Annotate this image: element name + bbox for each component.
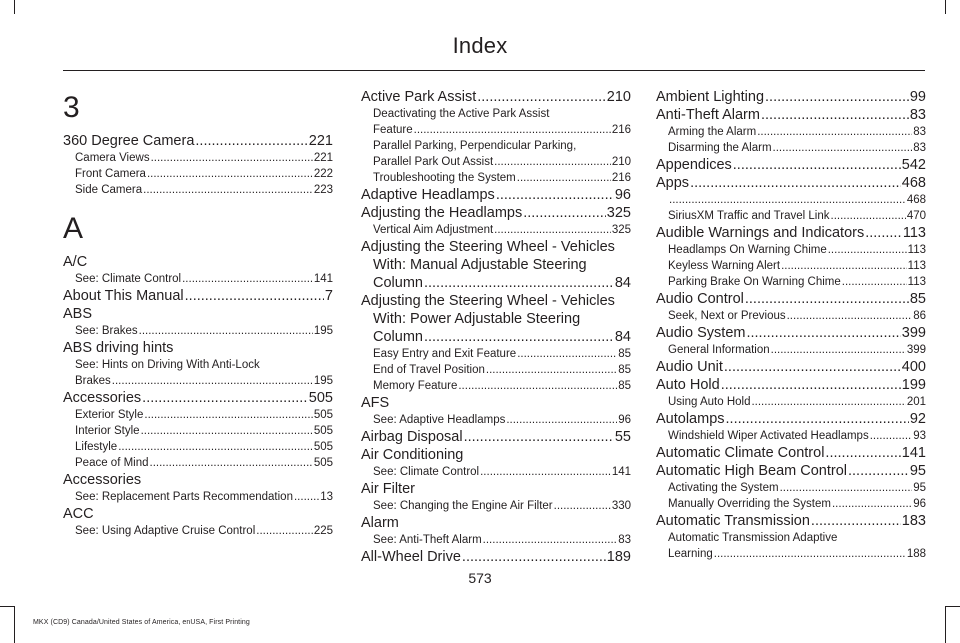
index-entry — [656, 324, 926, 342]
page-ref: 113 — [902, 225, 926, 241]
index-subentry — [361, 170, 631, 186]
index-subentry — [656, 480, 926, 496]
page-ref: 141 — [313, 273, 333, 285]
entry-text: Feature — [373, 124, 413, 136]
index-column-3 — [656, 88, 926, 562]
dot-leader — [141, 423, 313, 439]
page-ref: 210 — [611, 156, 631, 168]
entry-text: Vertical Aim Adjustment — [373, 224, 494, 236]
page-ref: 199 — [901, 377, 926, 393]
entry-text: Camera Views — [75, 152, 150, 164]
page-ref: 141 — [611, 466, 631, 478]
index-subentry — [63, 423, 333, 439]
crop-mark-br-v — [945, 606, 946, 643]
index-subentry — [361, 122, 631, 138]
page-ref: 189 — [606, 549, 631, 565]
page-ref: 99 — [909, 89, 926, 105]
dot-leader — [751, 394, 905, 410]
dot-leader — [757, 124, 912, 140]
dot-leader — [112, 373, 313, 389]
entry-text: Parking Brake On Warning Chime — [668, 276, 841, 288]
index-subentry — [63, 439, 333, 455]
index-heading: ABS driving hints — [63, 340, 174, 356]
dot-leader — [294, 489, 319, 505]
index-subentry — [656, 140, 926, 156]
page-ref: 83 — [913, 126, 926, 138]
dot-leader — [811, 512, 901, 530]
footer-text: MKX (CD9) Canada/United States of America, enUSA, First Printing — [33, 619, 250, 626]
entry-text: Memory Feature — [373, 380, 458, 392]
entry-text: Lifestyle — [75, 441, 118, 453]
page-ref: 223 — [313, 184, 333, 196]
section-gap — [63, 198, 333, 209]
entry-text: All-Wheel Drive — [361, 549, 461, 565]
index-entry — [361, 204, 631, 222]
page-ref: 86 — [913, 310, 926, 322]
dot-leader — [848, 462, 909, 480]
section-letter: A — [63, 212, 84, 245]
dot-leader — [494, 154, 611, 170]
page-ref: 83 — [909, 107, 926, 123]
dot-leader — [787, 308, 913, 324]
index-subentry-line: See: Hints on Driving With Anti-Lock — [75, 359, 260, 371]
dot-leader — [480, 464, 611, 480]
dot-leader — [151, 150, 313, 166]
entry-text: Anti-Theft Alarm — [656, 107, 760, 123]
page-ref: 468 — [906, 194, 926, 206]
index-subentry — [63, 373, 333, 389]
dot-leader — [523, 204, 606, 222]
entry-text: Audio Control — [656, 291, 744, 307]
index-subentry — [656, 546, 926, 562]
crop-mark-tr-v — [945, 0, 946, 14]
index-subentry — [361, 412, 631, 428]
dot-leader — [745, 290, 909, 308]
dot-leader — [828, 242, 907, 258]
dot-leader — [118, 439, 313, 455]
dot-leader — [517, 170, 611, 186]
page-ref: 201 — [906, 396, 926, 408]
dot-leader — [690, 174, 901, 192]
entry-text: Seek, Next or Previous — [668, 310, 786, 322]
index-entry — [656, 358, 926, 376]
entry-text: See: Adaptive Headlamps — [373, 414, 506, 426]
dot-leader — [765, 88, 909, 106]
dot-leader — [733, 156, 901, 174]
entry-text: About This Manual — [63, 288, 184, 304]
page-ref: 221 — [313, 152, 333, 164]
dot-leader — [139, 323, 313, 339]
index-subentry-line: Parallel Parking, Perpendicular Parking, — [373, 140, 577, 152]
entry-text: Column — [373, 275, 423, 291]
index-heading: Adjusting the Steering Wheel - Vehicles — [361, 293, 615, 309]
page-ref: 85 — [909, 291, 926, 307]
page-ref: 93 — [913, 430, 926, 442]
page-title: Index — [452, 33, 508, 58]
dot-leader — [865, 224, 902, 242]
entry-text: Parallel Park Out Assist — [373, 156, 494, 168]
index-subentry-line: Automatic Transmission Adaptive — [668, 532, 838, 544]
index-subentry — [656, 342, 926, 358]
entry-text: Using Auto Hold — [668, 396, 751, 408]
section-letter: 3 — [63, 91, 80, 124]
page-ref: 83 — [913, 142, 926, 154]
page-number: 573 — [468, 570, 492, 586]
dot-leader — [714, 546, 906, 562]
index-subentry — [656, 394, 926, 410]
index-heading: With: Manual Adjustable Steering — [373, 257, 587, 273]
page-ref: 85 — [618, 348, 631, 360]
index-subentry — [63, 182, 333, 198]
index-subentry — [656, 428, 926, 444]
entry-text: Headlamps On Warning Chime — [668, 244, 827, 256]
entry-text: Disarming the Alarm — [668, 142, 772, 154]
page-ref: 84 — [614, 275, 631, 291]
crop-mark-br-h — [946, 606, 960, 607]
entry-text: Arming the Alarm — [668, 126, 757, 138]
index-column-1 — [63, 88, 333, 539]
dot-leader — [746, 324, 900, 342]
entry-text: SiriusXM Traffic and Travel Link — [668, 210, 830, 222]
dot-leader — [554, 498, 611, 514]
dot-leader — [669, 192, 906, 208]
entry-text: Adjusting the Headlamps — [361, 205, 523, 221]
dot-leader — [842, 274, 907, 290]
page-ref: 95 — [913, 482, 926, 494]
header-rule — [63, 70, 925, 71]
entry-text: Airbag Disposal — [361, 429, 463, 445]
page-ref: 505 — [313, 409, 333, 421]
page-ref: 325 — [606, 205, 631, 221]
dot-leader — [832, 496, 912, 512]
entry-text: Automatic High Beam Control — [656, 463, 847, 479]
index-entry — [361, 548, 631, 566]
entry-text: Windshield Wiper Activated Headlamps — [668, 430, 869, 442]
entry-text: Front Camera — [75, 168, 146, 180]
index-entry — [656, 88, 926, 106]
page-ref: 210 — [606, 89, 631, 105]
crop-mark-tl-v — [14, 0, 15, 14]
index-subentry — [361, 498, 631, 514]
page-ref: 470 — [906, 210, 926, 222]
dot-leader — [464, 428, 614, 446]
page-ref: 85 — [618, 380, 631, 392]
dot-leader — [724, 358, 901, 376]
dot-leader — [506, 412, 617, 428]
dot-leader — [458, 378, 617, 394]
entry-text: Learning — [668, 548, 713, 560]
dot-leader — [771, 342, 906, 358]
entry-text: Appendices — [656, 157, 732, 173]
dot-leader — [477, 88, 606, 106]
page-ref: 83 — [618, 534, 631, 546]
entry-text: Automatic Climate Control — [656, 445, 825, 461]
dot-leader — [870, 428, 913, 444]
index-subentry — [361, 378, 631, 394]
index-subentry — [361, 362, 631, 378]
index-subentry — [656, 274, 926, 290]
index-subentry — [656, 308, 926, 324]
entry-text: Autolamps — [656, 411, 725, 427]
index-heading: Air Conditioning — [361, 447, 464, 463]
index-subentry — [63, 323, 333, 339]
index-subentry — [63, 407, 333, 423]
index-heading: A/C — [63, 254, 88, 270]
index-subentry — [656, 208, 926, 224]
page-ref: 85 — [618, 364, 631, 376]
entry-text: Auto Hold — [656, 377, 720, 393]
index-heading: With: Power Adjustable Steering — [373, 311, 581, 327]
index-entry — [656, 156, 926, 174]
entry-text: Audio System — [656, 325, 746, 341]
page-ref: 96 — [614, 187, 631, 203]
index-entry — [656, 290, 926, 308]
page-ref: 95 — [909, 463, 926, 479]
entry-text: Audible Warnings and Indicators — [656, 225, 865, 241]
entry-text: Keyless Warning Alert — [668, 260, 781, 272]
dot-leader — [761, 106, 909, 124]
index-entry — [656, 376, 926, 394]
dot-leader — [831, 208, 906, 224]
dot-leader — [424, 274, 614, 292]
index-subentry — [63, 455, 333, 471]
dot-leader — [496, 186, 614, 204]
dot-leader — [825, 444, 900, 462]
dot-leader — [517, 346, 617, 362]
page-ref: 330 — [611, 500, 631, 512]
entry-text: Brakes — [75, 375, 111, 387]
dot-leader — [494, 222, 611, 238]
index-entry — [63, 389, 333, 407]
page-ref: 7 — [324, 288, 333, 304]
page-ref: 55 — [614, 429, 631, 445]
page-ref: 399 — [906, 344, 926, 356]
entry-text: Adaptive Headlamps — [361, 187, 495, 203]
entry-text: See: Using Adaptive Cruise Control — [75, 525, 256, 537]
page-ref: 505 — [313, 441, 333, 453]
page-ref: 400 — [901, 359, 926, 375]
entry-text: General Information — [668, 344, 770, 356]
index-subentry — [656, 124, 926, 140]
dot-leader — [144, 407, 312, 423]
index-entry — [656, 462, 926, 480]
dot-leader — [773, 140, 913, 156]
page-ref: 195 — [313, 325, 333, 337]
dot-leader — [185, 287, 324, 305]
crop-mark-bl-v — [14, 606, 15, 643]
index-subentry — [656, 258, 926, 274]
index-subentry — [361, 346, 631, 362]
index-entry — [656, 512, 926, 530]
page-ref: 505 — [313, 457, 333, 469]
index-entry — [656, 174, 926, 192]
entry-text: End of Travel Position — [373, 364, 485, 376]
entry-text: Apps — [656, 175, 690, 191]
page-ref: 92 — [909, 411, 926, 427]
index-heading: Air Filter — [361, 481, 415, 497]
index-subentry — [63, 523, 333, 539]
entry-text: Activating the System — [668, 482, 779, 494]
index-subentry — [361, 154, 631, 170]
page-ref: 113 — [907, 276, 926, 288]
entry-text: Peace of Mind — [75, 457, 149, 469]
entry-text: Exterior Style — [75, 409, 144, 421]
index-column-2 — [361, 88, 631, 566]
index-subentry — [63, 166, 333, 182]
page-ref: 325 — [611, 224, 631, 236]
dot-leader — [182, 271, 313, 287]
dot-leader — [780, 480, 913, 496]
entry-text: Manually Overriding the System — [668, 498, 831, 510]
entry-text: Active Park Assist — [361, 89, 477, 105]
dot-leader — [195, 132, 307, 150]
index-subentry — [361, 222, 631, 238]
index-subentry — [361, 532, 631, 548]
dot-leader — [721, 376, 901, 394]
page-ref: 96 — [913, 498, 926, 510]
dot-leader — [256, 523, 313, 539]
dot-leader — [462, 548, 606, 566]
entry-text: Accessories — [63, 390, 142, 406]
index-subentry — [361, 464, 631, 480]
page-ref: 221 — [308, 133, 333, 149]
index-subentry-line: Deactivating the Active Park Assist — [373, 108, 550, 120]
index-heading: Alarm — [361, 515, 399, 531]
entry-text: Easy Entry and Exit Feature — [373, 348, 517, 360]
index-subentry — [656, 242, 926, 258]
page-ref: 542 — [901, 157, 926, 173]
entry-text: Interior Style — [75, 425, 140, 437]
page-ref: 113 — [907, 244, 926, 256]
index-entry — [361, 428, 631, 446]
index-entry — [361, 274, 631, 292]
entry-text: See: Brakes — [75, 325, 138, 337]
index-entry — [361, 88, 631, 106]
index-heading: Adjusting the Steering Wheel - Vehicles — [361, 239, 615, 255]
page-ref: 183 — [901, 513, 926, 529]
entry-text: See: Anti-Theft Alarm — [373, 534, 482, 546]
page-ref: 216 — [611, 124, 631, 136]
dot-leader — [726, 410, 909, 428]
index-subentry — [656, 496, 926, 512]
index-subentry — [63, 271, 333, 287]
index-entry — [63, 132, 333, 150]
dot-leader — [414, 122, 611, 138]
entry-text: See: Climate Control — [75, 273, 182, 285]
index-entry — [656, 410, 926, 428]
page-ref: 188 — [906, 548, 926, 560]
dot-leader — [424, 328, 614, 346]
page-ref: 399 — [901, 325, 926, 341]
page-ref: 505 — [308, 390, 333, 406]
dot-leader — [483, 532, 618, 548]
page-ref: 195 — [313, 375, 333, 387]
index-entry — [361, 328, 631, 346]
page-ref: 141 — [901, 445, 926, 461]
index-heading: ACC — [63, 506, 94, 522]
entry-text: Ambient Lighting — [656, 89, 765, 105]
page-ref: 13 — [320, 491, 333, 503]
page-ref: 505 — [313, 425, 333, 437]
dot-leader — [150, 455, 313, 471]
index-subentry — [656, 192, 926, 208]
entry-text: Column — [373, 329, 423, 345]
index-entry — [656, 224, 926, 242]
page-ref: 222 — [313, 168, 333, 180]
index-entry — [656, 106, 926, 124]
crop-mark-bl-h — [0, 606, 14, 607]
entry-text: Troubleshooting the System — [373, 172, 516, 184]
dot-leader — [781, 258, 907, 274]
entry-text: See: Replacement Parts Recommendation — [75, 491, 293, 503]
page-ref: 225 — [313, 525, 333, 537]
page-ref: 84 — [614, 329, 631, 345]
page-ref: 96 — [618, 414, 631, 426]
index-subentry — [63, 150, 333, 166]
page-ref: 468 — [901, 175, 926, 191]
index-heading: AFS — [361, 395, 390, 411]
index-entry — [656, 444, 926, 462]
entry-text: See: Changing the Engine Air Filter — [373, 500, 553, 512]
entry-text: Audio Unit — [656, 359, 723, 375]
entry-text: Automatic Transmission — [656, 513, 810, 529]
index-subentry — [63, 489, 333, 505]
page-ref: 216 — [611, 172, 631, 184]
index-entry — [361, 186, 631, 204]
index-heading: Accessories — [63, 472, 142, 488]
index-heading: ABS — [63, 306, 93, 322]
page-ref: 113 — [907, 260, 926, 272]
entry-text: 360 Degree Camera — [63, 133, 195, 149]
entry-text: See: Climate Control — [373, 466, 480, 478]
dot-leader — [147, 166, 313, 182]
entry-text: Side Camera — [75, 184, 143, 196]
dot-leader — [143, 182, 313, 198]
dot-leader — [142, 389, 308, 407]
dot-leader — [486, 362, 617, 378]
index-entry — [63, 287, 333, 305]
